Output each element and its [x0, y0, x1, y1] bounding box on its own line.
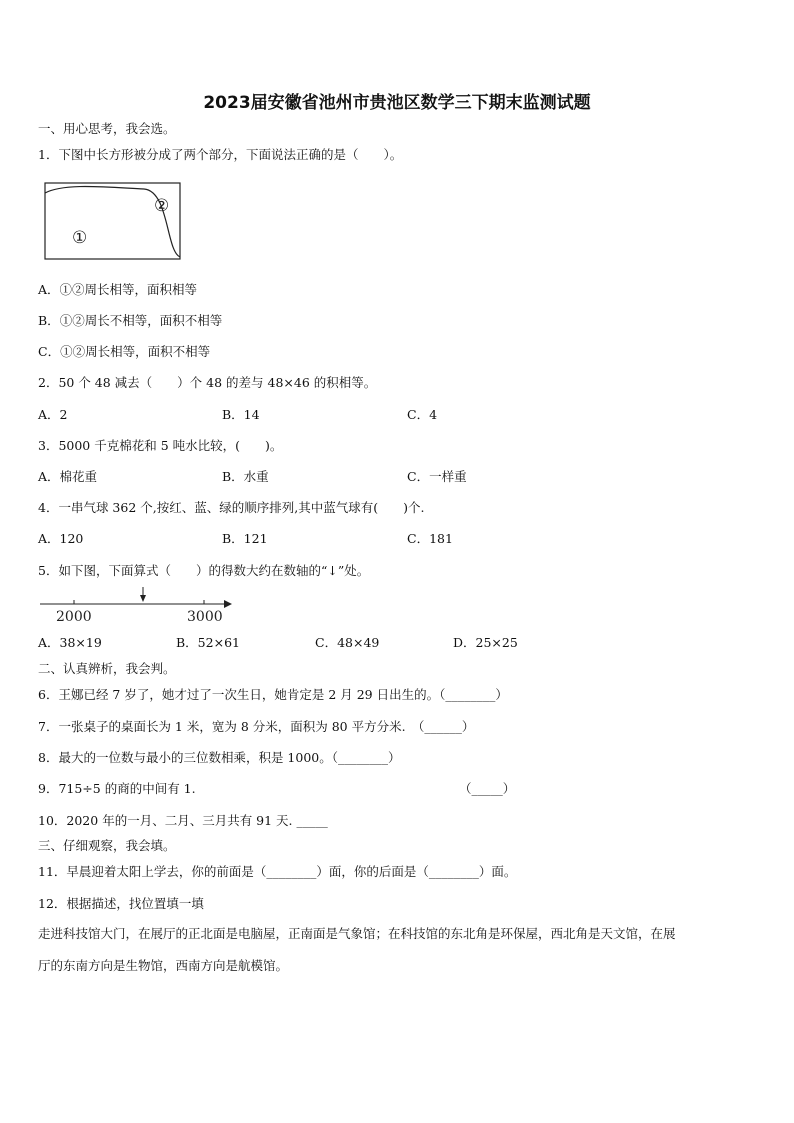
q5-option-b[interactable]: B．52×61: [176, 635, 240, 650]
q2-option-c[interactable]: C．4: [407, 407, 438, 422]
question-1-stem: 1．下图中长方形被分成了两个部分，下面说法正确的是（ ）。: [38, 147, 403, 162]
q3-option-b[interactable]: B．水重: [222, 469, 269, 484]
question-3-stem: 3．5000 千克棉花和 5 吨水比较，( )。: [38, 438, 283, 453]
option-label: A．: [38, 282, 60, 297]
q4-option-a[interactable]: A．120: [38, 531, 84, 546]
axis-label-3000: 3000: [187, 609, 223, 624]
down-arrow-icon: [140, 595, 146, 602]
q3-option-c[interactable]: C．一样重: [407, 469, 467, 484]
region-1-label: ①: [72, 228, 88, 248]
q3-option-a[interactable]: A．棉花重: [38, 469, 98, 484]
question-12-paragraph-line-2: 厅的东南方向是生物馆，西南方向是航模馆。: [38, 958, 289, 973]
question-10: 10．2020 年的一月、二月、三月共有 91 天. _____: [38, 813, 328, 828]
question-4-stem: 4．一串气球 362 个,按红、蓝、绿的顺序排列,其中蓝气球有( )个.: [38, 500, 425, 515]
rectangle-figure: [44, 181, 182, 261]
option-label: B．: [38, 313, 60, 328]
q5-option-c[interactable]: C．48×49: [315, 635, 380, 650]
q1-option-b[interactable]: [38, 312, 222, 330]
question-8: 8．最大的一位数与最小的三位数相乘，积是 1000。（________）: [38, 750, 401, 765]
question-12-paragraph-line-1: 走进科技馆大门，在展厅的正北面是电脑屋，正南面是气象馆；在科技馆的东北角是环保屋，西北角是天文馆，在展: [38, 926, 676, 941]
q1-option-a[interactable]: [38, 281, 197, 299]
question-9-answer-blank[interactable]: （_____）: [459, 781, 516, 796]
question-2-stem: 2．50 个 48 减去（ ）个 48 的差与 48×46 的积相等。: [38, 375, 377, 390]
axis-arrowhead: [224, 600, 232, 608]
question-12-stem: 12．根据描述，找位置填一填: [38, 896, 204, 911]
q4-option-c[interactable]: C．181: [407, 531, 453, 546]
section-3-heading: 三、仔细观察，我会填。: [38, 838, 176, 853]
page-title: 2023届安徽省池州市贵池区数学三下期末监测试题: [203, 93, 591, 113]
q5-option-a[interactable]: A．38×19: [38, 635, 102, 650]
q4-option-b[interactable]: B．121: [222, 531, 268, 546]
option-text: ①②周长相等，面积不相等: [60, 344, 211, 359]
q1-option-c[interactable]: [38, 343, 210, 361]
section-2-heading: 二、认真辨析，我会判。: [38, 661, 176, 676]
number-line-figure: [38, 584, 238, 624]
question-5-stem: 5．如下图，下面算式（ ）的得数大约在数轴的“↓”处。: [38, 563, 370, 578]
q2-option-a[interactable]: A．2: [38, 407, 68, 422]
question-9-stem: 9．715÷5 的商的中间有 1.: [38, 781, 196, 796]
question-6: 6．王娜已经 7 岁了，她才过了一次生日，她肯定是 2 月 29 日出生的。（________）: [38, 687, 508, 702]
question-7: 7．一张桌子的桌面长为 1 米，宽为 8 分米，面积为 80 平方分米. （______）: [38, 719, 475, 734]
option-text: ①②周长不相等，面积不相等: [59, 313, 223, 328]
section-1-heading: 一、用心思考，我会选。: [38, 121, 176, 136]
q5-option-d[interactable]: D．25×25: [453, 635, 518, 650]
option-label: C．: [38, 344, 61, 359]
axis-label-2000: 2000: [56, 609, 92, 624]
question-11: 11．早晨迎着太阳上学去，你的前面是（________）面，你的后面是（________）面。: [38, 864, 517, 879]
q2-option-b[interactable]: B．14: [222, 407, 260, 422]
region-2-label: ②: [154, 196, 170, 216]
option-text: ①②周长相等，面积相等: [59, 282, 198, 297]
